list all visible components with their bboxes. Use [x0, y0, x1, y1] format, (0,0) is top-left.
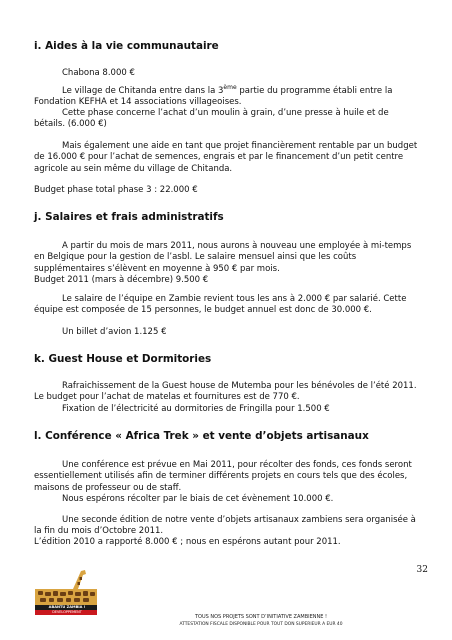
paragraph: Le village de Chitanda entre dans la 3ème partie du programme établi entre la Fondation KEFHA et 14 associations villageoises.: [34, 84, 393, 108]
paragraph: L’édition 2010 a rapporté 8.000 € ; nous en espérons autant pour 2011.: [34, 537, 341, 547]
paragraph: Mais également une aide en tant que projet financièrement rentable par un budget de 16.000 € pour l’achat de semences, engrais et par le financement d’un petit centre agricole au sein même du village de Chitanda.: [34, 141, 418, 174]
page-footer: [100, 614, 422, 628]
organization-logo: [33, 565, 99, 615]
paragraph: Nous espérons récolter par le biais de cet évènement 10.000 €.: [62, 494, 334, 504]
section-aides-vie-communautaire: [34, 40, 422, 53]
paragraph: Budget 2011 (mars à décembre) 9.500 €: [34, 275, 209, 285]
paragraph: Chabona 8.000 €: [62, 68, 135, 78]
paragraph: Fixation de l’électricité au dormitories de Fringilla pour 1.500 €: [62, 404, 330, 414]
paragraph: Un billet d’avion 1.125 €: [62, 327, 167, 337]
section-heading: j. Salaires et frais administratifs: [34, 211, 224, 223]
section-conference: [34, 430, 422, 443]
section-heading: i. Aides à la vie communautaire: [34, 40, 219, 52]
section-heading: l. Conférence « Africa Trek » et vente d’objets artisanaux: [34, 430, 369, 442]
footer-line-initiative: TOUS NOS PROJETS SONT D’INITIATIVE ZAMBIENNE !: [194, 614, 328, 620]
section-heading: k. Guest House et Dormitories: [34, 353, 212, 365]
footer-line-attestation: ATTESTATION FISCALE DISPONIBLE POUR TOUT DON SUPERIEUR A EUR 40: [179, 622, 343, 627]
page-number: 32: [416, 565, 428, 575]
paragraph: Cette phase concerne l’achat d’un moulin à grain, d’une presse à huile et de bétails. (6.000 €): [34, 108, 389, 130]
logo-subtext: DEVELOPPEMENT: [52, 610, 82, 614]
logo-text: ABANTU ZAMBIA !: [48, 605, 86, 609]
paragraph: Une seconde édition de notre vente d’objets artisanaux zambiens sera organisée à la fin du mois d’Octobre 2011.: [34, 515, 416, 537]
paragraph: Budget phase total phase 3 : 22.000 €: [34, 185, 198, 195]
paragraph: Rafraichissement de la Guest house de Mutemba pour les bénévoles de l’été 2011. Le budget pour l’achat de matelas et fournitures est de 770 €.: [34, 381, 417, 403]
section-salaires: [34, 211, 422, 224]
paragraph: Une conférence est prévue en Mai 2011, pour récolter des fonds, ces fonds seront essentiellement utilisés afin de terminer différents projets en cours tels que des écoles, maisons de professeur ou de staff.: [34, 460, 412, 493]
section-guest-house: [34, 353, 422, 366]
paragraph: Le salaire de l’équipe en Zambie revient tous les ans à 2.000 € par salarié. Cette équipe est composée de 15 personnes, le budget annuel est donc de 30.000 €.: [34, 294, 407, 316]
paragraph: A partir du mois de mars 2011, nous aurons à nouveau une employée à mi-temps en Belgique pour la gestion de l’asbl. Le salaire mensuel ainsi que les coûts supplémentaires s’élèvent en moyenne à 950 € par mois.: [34, 241, 412, 274]
